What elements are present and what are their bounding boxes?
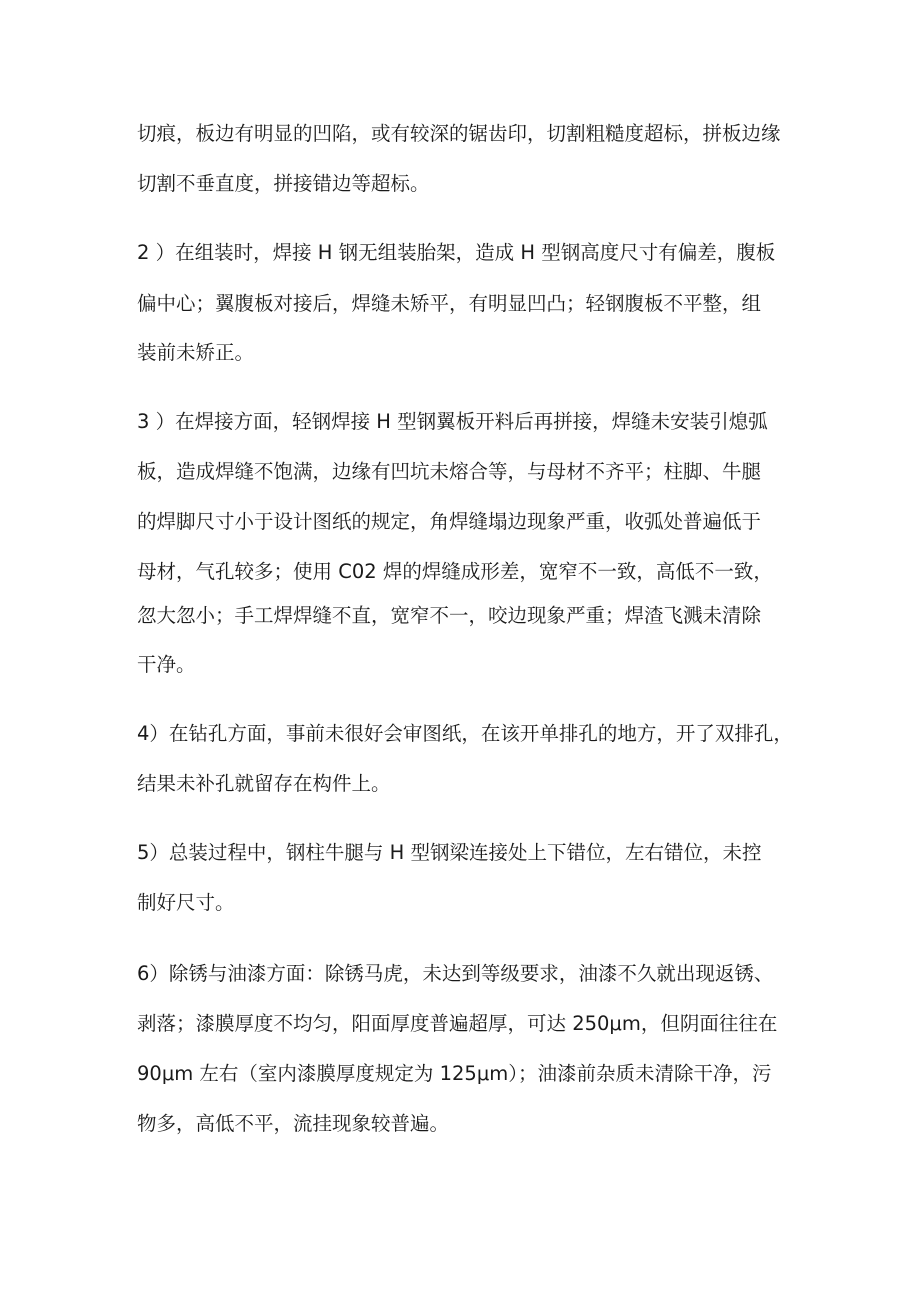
paragraph-4-line-1: 4）在钻孔方面，事前未很好会审图纸，在该开单排孔的地方，开了双排孔， <box>137 722 793 745</box>
paragraph-3-line-2: 板，造成焊缝不饱满，边缘有凹坑未熔合等，与母材不齐平；柱脚、牛腿 <box>137 460 762 483</box>
paragraph-6-line-1: 6）除锈与油漆方面：除锈马虎，未达到等级要求，油漆不久就出现返锈、 <box>137 962 774 985</box>
paragraph-5-line-1: 5）总装过程中，钢柱牛腿与 H 型钢梁连接处上下错位，左右错位，未控 <box>137 841 762 864</box>
paragraph-6-line-3: 90μm 左右（室内漆膜厚度规定为 125μm）；油漆前杂质未清除干净，污 <box>137 1062 772 1085</box>
paragraph-3-line-6: 干净。 <box>137 653 196 676</box>
paragraph-3-line-1: 3 ）在焊接方面，轻钢焊接 H 型钢翼板开料后再拼接，焊缝未安装引熄弧 <box>137 410 768 433</box>
paragraph-2-line-1: 2 ）在组装时，焊接 H 钢无组装胎架，造成 H 型钢高度尺寸有偏差，腹板 <box>137 241 776 264</box>
paragraph-4-line-2: 结果未补孔就留存在构件上。 <box>137 772 391 795</box>
paragraph-2-line-2: 偏中心；翼腹板对接后，焊缝未矫平，有明显凹凸；轻钢腹板不平整，组 <box>137 292 762 315</box>
paragraph-3-line-3: 的焊脚尺寸小于设计图纸的规定，角焊缝塌边现象严重，收弧处普遍低于 <box>137 510 762 533</box>
paragraph-2-line-3: 装前未矫正。 <box>137 341 255 364</box>
paragraph-3-line-5: 忽大忽小；手工焊焊缝不直，宽窄不一，咬边现象严重；焊渣飞溅未清除 <box>137 604 762 627</box>
paragraph-5-line-2: 制好尺寸。 <box>137 891 235 914</box>
paragraph-1-line-1: 切痕，板边有明显的凹陷，或有较深的锯齿印，切割粗糙度超标，拼板边缘 <box>137 122 781 145</box>
paragraph-6-line-2: 剥落；漆膜厚度不均匀，阳面厚度普遍超厚，可达 250μm，但阴面往往在 <box>137 1012 778 1035</box>
paragraph-1-line-2: 切割不垂直度，拼接错边等超标。 <box>137 172 430 195</box>
paragraph-3-line-4: 母材，气孔较多；使用 C02 焊的焊缝成形差，宽窄不一致，高低不一致， <box>137 560 773 583</box>
paragraph-6-line-4: 物多，高低不平，流挂现象较普遍。 <box>137 1112 450 1135</box>
